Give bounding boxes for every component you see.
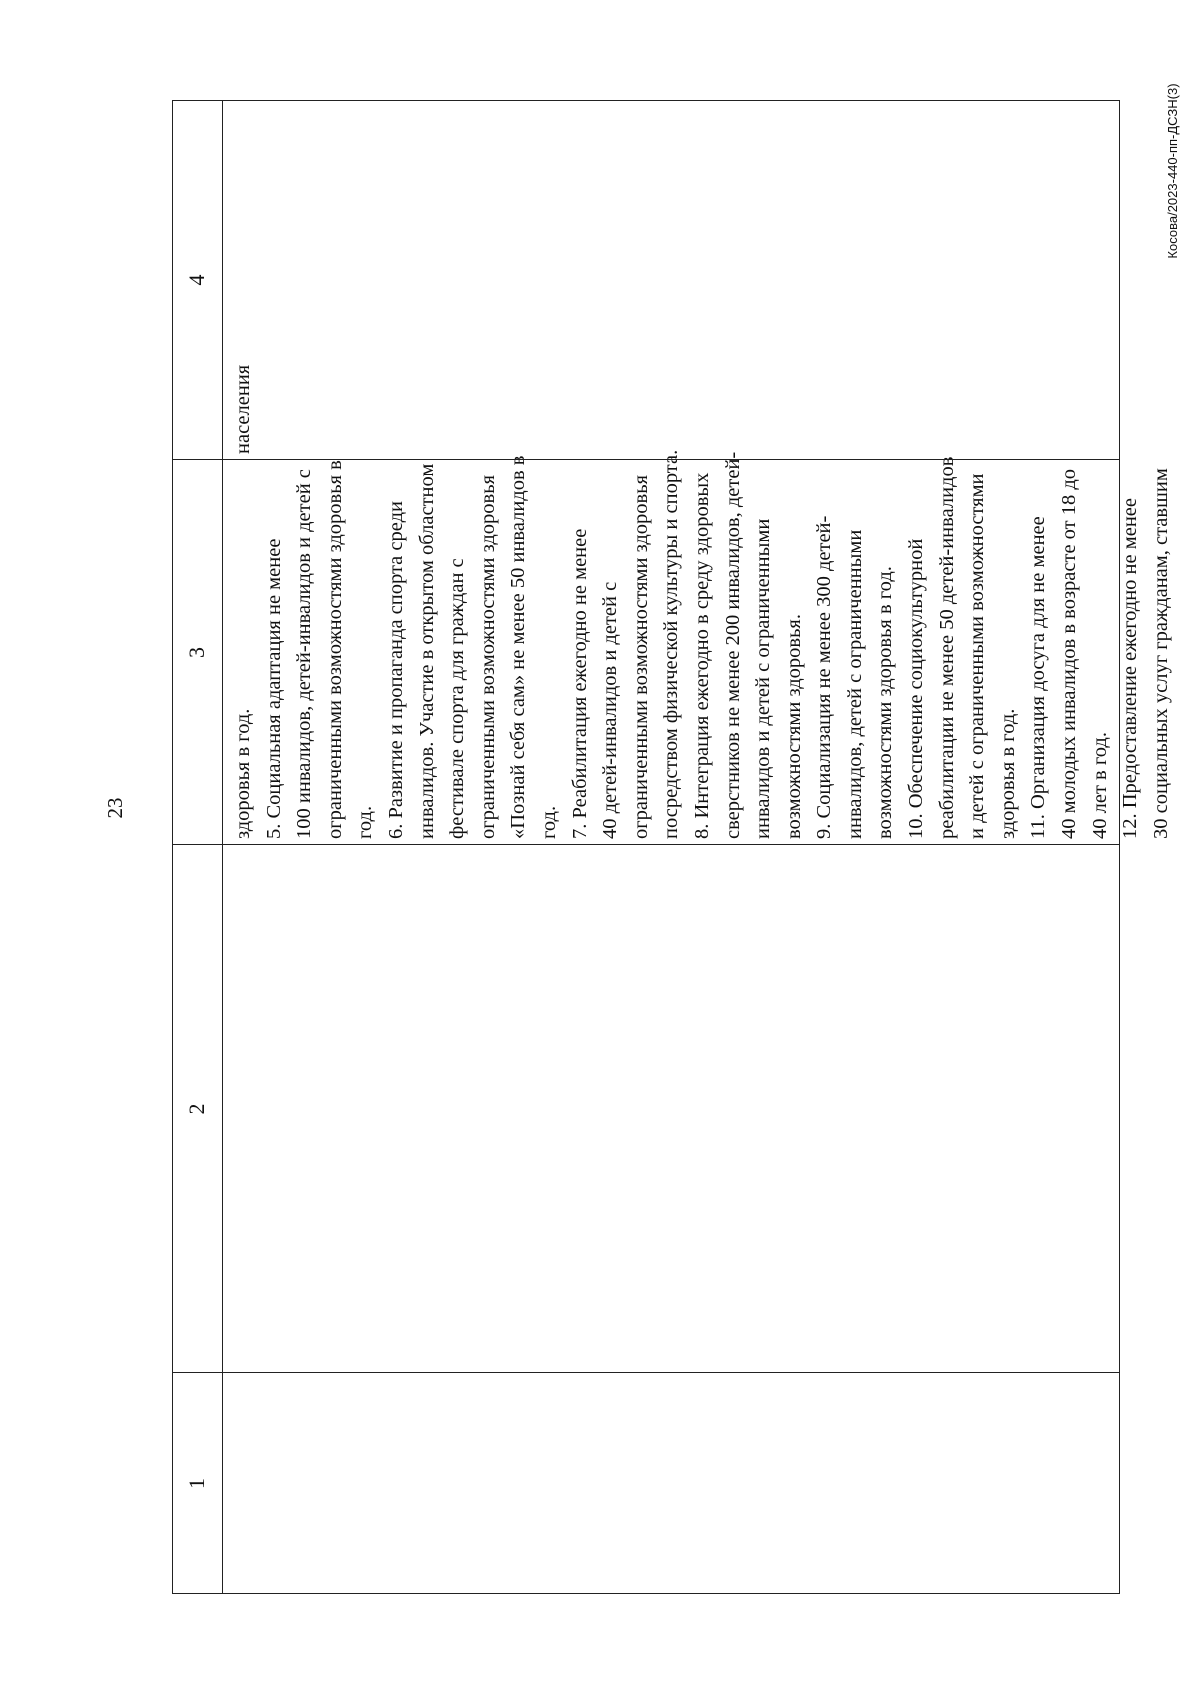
cell-text-line: ограниченными возможностями здоровья в — [323, 460, 346, 839]
cell-text-line: 40 детей-инвалидов и детей с — [599, 581, 622, 839]
cell-text-line: 40 молодых инвалидов в возрасте от 18 до — [1058, 468, 1081, 839]
body-cell-1 — [222, 1373, 1120, 1594]
body-cell-2 — [222, 845, 1120, 1373]
cell-text-line: здоровья в год. — [996, 708, 1019, 839]
cell-text-line: 30 социальных услуг гражданам, ставшим — [1149, 468, 1172, 839]
cell-text-line: 9. Социализация не менее 300 детей- — [813, 515, 836, 839]
cell-text-line: 7. Реабилитация ежегодно не менее — [568, 528, 591, 839]
rotated-table — [172, 100, 1172, 1594]
column-divider — [172, 459, 1120, 460]
document-footer-code: Косова/2023-440-пп-ДСЗН(3) — [1165, 83, 1180, 259]
column-divider — [172, 1372, 1120, 1373]
cell-text-line: год. — [537, 805, 560, 839]
cell-text-line: 40 лет в год. — [1088, 732, 1111, 839]
cell-text-line: 10. Обеспечение социокультурной — [905, 538, 928, 839]
cell-text-line: инвалидов, детей с ограниченными — [843, 529, 866, 839]
page-number: 23 — [103, 797, 127, 819]
cell-text-line: ограниченными возможностями здоровья — [476, 475, 499, 839]
table-body-row — [222, 100, 1172, 1594]
cell-text-line: год. — [354, 805, 377, 839]
cell-text-line: населения — [232, 364, 254, 454]
cell-text-line: 100 инвалидов, детей-инвалидов и детей с — [293, 469, 316, 839]
cell-text-line: ограниченными возможностями здоровья — [629, 475, 652, 839]
header-cell-1: 1 — [184, 1478, 209, 1489]
cell-text-line: 8. Интеграция ежегодно в среду здоровых — [690, 472, 713, 839]
header-cell-2: 2 — [184, 1103, 209, 1115]
cell-text-line: реабилитации не менее 50 детей-инвалидов — [935, 456, 958, 839]
body-cell-4 — [222, 100, 1120, 460]
header-cell-3: 3 — [184, 647, 209, 658]
cell-text-line: здоровья в год. — [232, 708, 254, 839]
cell-text-line: сверстников не менее 200 инвалидов, детей- — [721, 451, 744, 839]
cell-text-line: 6. Развитие и пропаганда спорта среди — [384, 501, 407, 839]
cell-text-line: посредством физической культуры и спорта. — [660, 449, 683, 839]
cell-text-line: 11. Организация досуга для не менее — [1027, 516, 1050, 839]
cell-text-line: 12. Предоставление ежегодно не менее — [1119, 498, 1142, 839]
cell-text-line: инвалидов. Участие в открытом областном — [415, 463, 438, 839]
body-cell-3 — [222, 449, 1172, 845]
cell-text-line: фестивале спорта для граждан с — [446, 558, 469, 839]
cell-text-line: возможностями здоровья в год. — [874, 566, 897, 839]
cell-text-line: «Познай себя сам» не менее 50 инвалидов в — [507, 455, 530, 839]
cell-text-line: 5. Социальная адаптация не менее — [262, 538, 285, 839]
cell-text-line: и детей с ограниченными возможностями — [966, 473, 989, 839]
cell-text-line: инвалидов и детей с ограниченными — [752, 518, 775, 839]
column-divider — [172, 844, 1120, 845]
header-cell-4: 4 — [184, 274, 209, 286]
cell-text-line: возможностями здоровья. — [782, 614, 805, 839]
table-header-row — [172, 100, 223, 1594]
